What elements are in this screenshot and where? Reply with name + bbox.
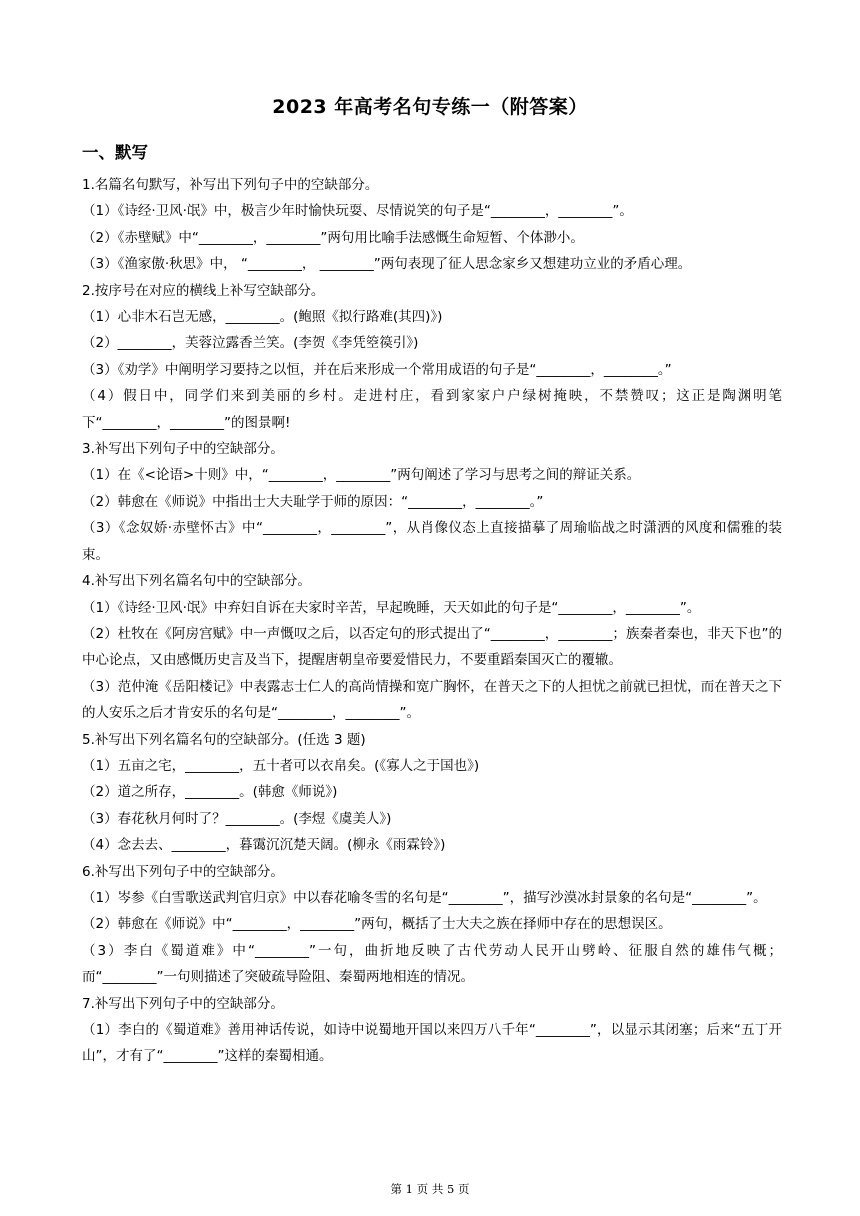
question-list <box>82 172 782 1070</box>
question-item: （2）________，芙蓉泣露香兰笑。(李贺《李凭箜篌引》) <box>82 335 419 352</box>
page-footer: 第 1 页 共 5 页 <box>390 1182 470 1196</box>
question-item: （3）李白《蜀道难》中“________”一句，曲折地反映了古代劳动人民开山劈岭、征服自然的雄伟气概；而“________”一句则描述了突破疏导险阻、秦蜀两地相连的情况。 <box>82 942 782 986</box>
question-heading: 5.补写出下列名篇名句的空缺部分。(任选 3 题) <box>82 731 366 748</box>
question-item: （1）《诗经·卫风·氓》中，极言少年时愉快玩耍、尽情说笑的句子是“________，________”。 <box>82 203 633 220</box>
question-item: （2）杜牧在《阿房宫赋》中一声慨叹之后，以否定句的形式提出了“________，________；族秦者秦也，非天下也”的中心论点，又由感慨历史言及当下，提醒唐朝皇帝要爱惜民力，不要重蹈秦国灭亡的覆辙。 <box>82 625 782 669</box>
question-item: （4）假日中，同学们来到美丽的乡村。走进村庄，看到家家户户绿树掩映，不禁赞叹；这正是陶渊明笔下“________，________”的图景啊! <box>82 388 782 431</box>
question-item: （3）《渔家傲·秋思》中， “________， ________”两句表现了征人思念家乡又想建功立业的矛盾心理。 <box>82 256 692 273</box>
question-heading: 7.补写出下列句子中的空缺部分。 <box>82 995 284 1012</box>
question-item: （1）五亩之宅，________，五十者可以衣帛矣。(《寡人之于国也》) <box>82 757 480 774</box>
question-heading: 1.名篇名句默写，补写出下列句子中的空缺部分。 <box>82 177 379 193</box>
question-heading: 3.补写出下列句子中的空缺部分。 <box>82 441 284 458</box>
question-item: （1）李白的《蜀道难》善用神话传说，如诗中说蜀地开国以来四万八千年“________”，以显示其闭塞；后来“五丁开山”，才有了“________”这样的秦蜀相通。 <box>82 1022 782 1065</box>
question-item: （3）春花秋月何时了？________。(李煜《虞美人》) <box>82 810 392 827</box>
question-item: （3）《劝学》中阐明学习要持之以恒，并在后来形成一个常用成语的句子是“________，________。” <box>82 361 672 378</box>
question-heading: 4.补写出下列名篇名句中的空缺部分。 <box>82 573 311 590</box>
question-item: （3）范仲淹《岳阳楼记》中表露志士仁人的高尚情操和宽广胸怀，在普天之下的人担忧之前就已担忧，而在普天之下的人安乐之后才肯安乐的名句是“________，________”。 <box>82 678 782 722</box>
section-heading: 一、默写 <box>82 143 148 162</box>
question-item: （2）韩愈在《师说》中指出士大夫耻学于师的原因：“________，________。” <box>82 493 544 510</box>
question-item: （2）道之所存，________。(韩愈《师说》) <box>82 784 338 801</box>
question-item: （2）韩愈在《师说》中“________，________”两句，概括了士大夫之族在择师中存在的思想误区。 <box>82 916 672 933</box>
question-item: （2）《赤壁赋》中“________，________”两句用比喻手法感慨生命短暂、个体渺小。 <box>82 229 584 246</box>
question-item: （1）在《<论语>十则》中，“________，________”两句阐述了学习与思考之间的辩证关系。 <box>82 467 641 484</box>
question-heading: 6.补写出下列句子中的空缺部分。 <box>82 863 284 880</box>
question-item: （1）《诗经·卫风·氓》中弃妇自诉在夫家时辛苦，早起晚睡，天天如此的句子是“________，________”。 <box>82 599 701 616</box>
question-heading: 2.按序号在对应的横线上补写空缺部分。 <box>82 282 325 299</box>
question-item: （3）《念奴娇·赤壁怀古》中“________，________”，从肖像仪态上直接描摹了周瑜临战之时潇洒的风度和儒雅的装束。 <box>82 520 782 563</box>
question-item: （1）心非木石岂无感，________。(鲍照《拟行路难(其四)》) <box>82 309 443 326</box>
document-title: 2023 年高考名句专练一（附答案） <box>272 96 588 118</box>
question-item: （4）念去去、________，暮霭沉沉楚天阔。(柳永《雨霖铃》) <box>82 837 446 854</box>
question-item: （1）岑参《白雪歌送武判官归京》中以春花喻冬雪的名句是“________”，描写沙漠冰封景象的名句是“________”。 <box>82 889 767 906</box>
